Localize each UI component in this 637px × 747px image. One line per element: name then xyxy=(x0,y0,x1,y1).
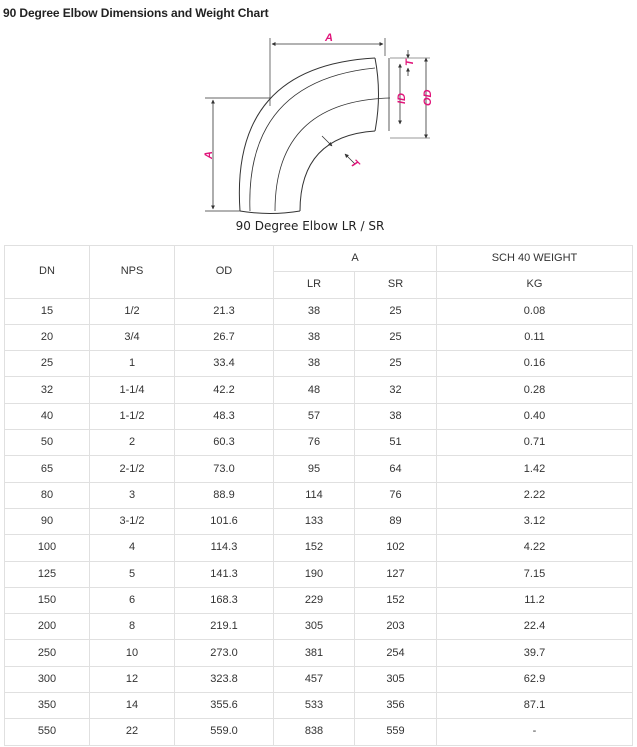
cell-kg: 0.40 xyxy=(437,403,633,429)
cell-lr: 38 xyxy=(274,298,355,324)
cell-od: 355.6 xyxy=(175,693,274,719)
cell-nps: 1/2 xyxy=(90,298,175,324)
label-t-top: T xyxy=(404,59,416,66)
cell-nps: 2 xyxy=(90,430,175,456)
page-title: 90 Degree Elbow Dimensions and Weight Chart xyxy=(3,6,269,20)
cell-dn: 150 xyxy=(5,587,90,613)
cell-nps: 1-1/2 xyxy=(90,403,175,429)
dim-t-diag-a xyxy=(322,136,332,146)
cell-sr: 102 xyxy=(355,535,437,561)
elbow-wall-line xyxy=(250,68,375,211)
cell-sr: 25 xyxy=(355,324,437,350)
table-row xyxy=(5,587,633,613)
cell-sr: 25 xyxy=(355,351,437,377)
cell-kg: 0.16 xyxy=(437,351,633,377)
cell-od: 168.3 xyxy=(175,587,274,613)
cell-lr: 114 xyxy=(274,482,355,508)
cell-lr: 48 xyxy=(274,377,355,403)
cell-sr: 559 xyxy=(355,719,437,745)
cell-kg: - xyxy=(437,719,633,745)
cell-lr: 133 xyxy=(274,508,355,534)
cell-dn: 125 xyxy=(5,561,90,587)
label-a-left: A xyxy=(203,151,215,159)
cell-kg: 0.11 xyxy=(437,324,633,350)
cell-kg: 0.28 xyxy=(437,377,633,403)
cell-nps: 1-1/4 xyxy=(90,377,175,403)
cell-lr: 381 xyxy=(274,640,355,666)
cell-sr: 38 xyxy=(355,403,437,429)
cell-nps: 3-1/2 xyxy=(90,508,175,534)
cell-sr: 203 xyxy=(355,614,437,640)
cell-dn: 15 xyxy=(5,298,90,324)
cell-kg: 7.15 xyxy=(437,561,633,587)
elbow-outer-arc xyxy=(239,58,375,211)
cell-kg: 87.1 xyxy=(437,693,633,719)
table-row xyxy=(5,430,633,456)
cell-nps: 1 xyxy=(90,351,175,377)
cell-kg: 39.7 xyxy=(437,640,633,666)
cell-nps: 8 xyxy=(90,614,175,640)
cell-kg: 11.2 xyxy=(437,587,633,613)
header-a: A xyxy=(274,246,437,272)
header-nps: NPS xyxy=(90,246,175,299)
cell-nps: 3 xyxy=(90,482,175,508)
cell-nps: 10 xyxy=(90,640,175,666)
table-row xyxy=(5,693,633,719)
label-id: ID xyxy=(396,93,408,104)
label-od: OD xyxy=(422,89,434,106)
table-row xyxy=(5,666,633,692)
cell-lr: 152 xyxy=(274,535,355,561)
cell-kg: 4.22 xyxy=(437,535,633,561)
cell-od: 141.3 xyxy=(175,561,274,587)
cell-lr: 229 xyxy=(274,587,355,613)
table-row xyxy=(5,561,633,587)
cell-lr: 38 xyxy=(274,324,355,350)
cell-dn: 300 xyxy=(5,666,90,692)
cell-sr: 127 xyxy=(355,561,437,587)
cell-nps: 12 xyxy=(90,666,175,692)
cell-dn: 100 xyxy=(5,535,90,561)
elbow-centerline xyxy=(275,98,390,211)
cell-nps: 6 xyxy=(90,587,175,613)
cell-dn: 80 xyxy=(5,482,90,508)
table-body xyxy=(5,298,633,745)
cell-od: 48.3 xyxy=(175,403,274,429)
table-row xyxy=(5,614,633,640)
cell-od: 42.2 xyxy=(175,377,274,403)
cell-sr: 76 xyxy=(355,482,437,508)
cell-sr: 25 xyxy=(355,298,437,324)
cell-dn: 350 xyxy=(5,693,90,719)
cell-lr: 838 xyxy=(274,719,355,745)
table-row xyxy=(5,508,633,534)
cell-od: 114.3 xyxy=(175,535,274,561)
cell-od: 273.0 xyxy=(175,640,274,666)
cell-lr: 305 xyxy=(274,614,355,640)
cell-kg: 22.4 xyxy=(437,614,633,640)
cell-nps: 3/4 xyxy=(90,324,175,350)
header-sr: SR xyxy=(355,272,437,298)
cell-kg: 62.9 xyxy=(437,666,633,692)
cell-sr: 356 xyxy=(355,693,437,719)
cell-lr: 533 xyxy=(274,693,355,719)
header-lr: LR xyxy=(274,272,355,298)
table-row xyxy=(5,324,633,350)
cell-lr: 76 xyxy=(274,430,355,456)
cell-od: 559.0 xyxy=(175,719,274,745)
cell-od: 73.0 xyxy=(175,456,274,482)
cell-sr: 305 xyxy=(355,666,437,692)
cell-dn: 550 xyxy=(5,719,90,745)
elbow-drawing xyxy=(190,26,450,241)
cell-kg: 1.42 xyxy=(437,456,633,482)
cell-sr: 254 xyxy=(355,640,437,666)
cell-dn: 32 xyxy=(5,377,90,403)
cell-lr: 38 xyxy=(274,351,355,377)
cell-od: 101.6 xyxy=(175,508,274,534)
header-dn: DN xyxy=(5,246,90,299)
cell-dn: 65 xyxy=(5,456,90,482)
cell-nps: 22 xyxy=(90,719,175,745)
cell-od: 323.8 xyxy=(175,666,274,692)
cell-od: 219.1 xyxy=(175,614,274,640)
cell-lr: 57 xyxy=(274,403,355,429)
cell-od: 33.4 xyxy=(175,351,274,377)
label-a-top: A xyxy=(325,32,333,44)
cell-sr: 51 xyxy=(355,430,437,456)
cell-nps: 14 xyxy=(90,693,175,719)
cell-od: 21.3 xyxy=(175,298,274,324)
cell-od: 26.7 xyxy=(175,324,274,350)
cell-kg: 0.08 xyxy=(437,298,633,324)
elbow-bottom-end xyxy=(240,211,300,214)
cell-dn: 90 xyxy=(5,508,90,534)
header-weight: SCH 40 WEIGHT xyxy=(437,246,633,272)
table-row xyxy=(5,482,633,508)
elbow-right-end xyxy=(375,58,379,131)
cell-lr: 457 xyxy=(274,666,355,692)
cell-od: 60.3 xyxy=(175,430,274,456)
cell-lr: 95 xyxy=(274,456,355,482)
cell-nps: 4 xyxy=(90,535,175,561)
table-row xyxy=(5,535,633,561)
cell-kg: 2.22 xyxy=(437,482,633,508)
table-row xyxy=(5,719,633,745)
cell-lr: 190 xyxy=(274,561,355,587)
cell-nps: 5 xyxy=(90,561,175,587)
table-row xyxy=(5,403,633,429)
cell-kg: 3.12 xyxy=(437,508,633,534)
cell-dn: 50 xyxy=(5,430,90,456)
cell-sr: 32 xyxy=(355,377,437,403)
cell-dn: 20 xyxy=(5,324,90,350)
elbow-diagram xyxy=(190,26,450,241)
label-t-diag: T xyxy=(347,157,362,171)
cell-od: 88.9 xyxy=(175,482,274,508)
cell-sr: 89 xyxy=(355,508,437,534)
cell-nps: 2-1/2 xyxy=(90,456,175,482)
table-row xyxy=(5,640,633,666)
table-row xyxy=(5,377,633,403)
dimensions-table xyxy=(4,245,633,746)
header-kg: KG xyxy=(437,272,633,298)
table-row xyxy=(5,298,633,324)
header-od: OD xyxy=(175,246,274,299)
elbow-inner-arc xyxy=(300,131,375,211)
diagram-caption: 90 Degree Elbow LR / SR xyxy=(235,219,385,233)
cell-dn: 25 xyxy=(5,351,90,377)
cell-sr: 152 xyxy=(355,587,437,613)
cell-sr: 64 xyxy=(355,456,437,482)
table-row xyxy=(5,456,633,482)
cell-dn: 200 xyxy=(5,614,90,640)
cell-kg: 0.71 xyxy=(437,430,633,456)
cell-dn: 40 xyxy=(5,403,90,429)
cell-dn: 250 xyxy=(5,640,90,666)
table-row xyxy=(5,351,633,377)
